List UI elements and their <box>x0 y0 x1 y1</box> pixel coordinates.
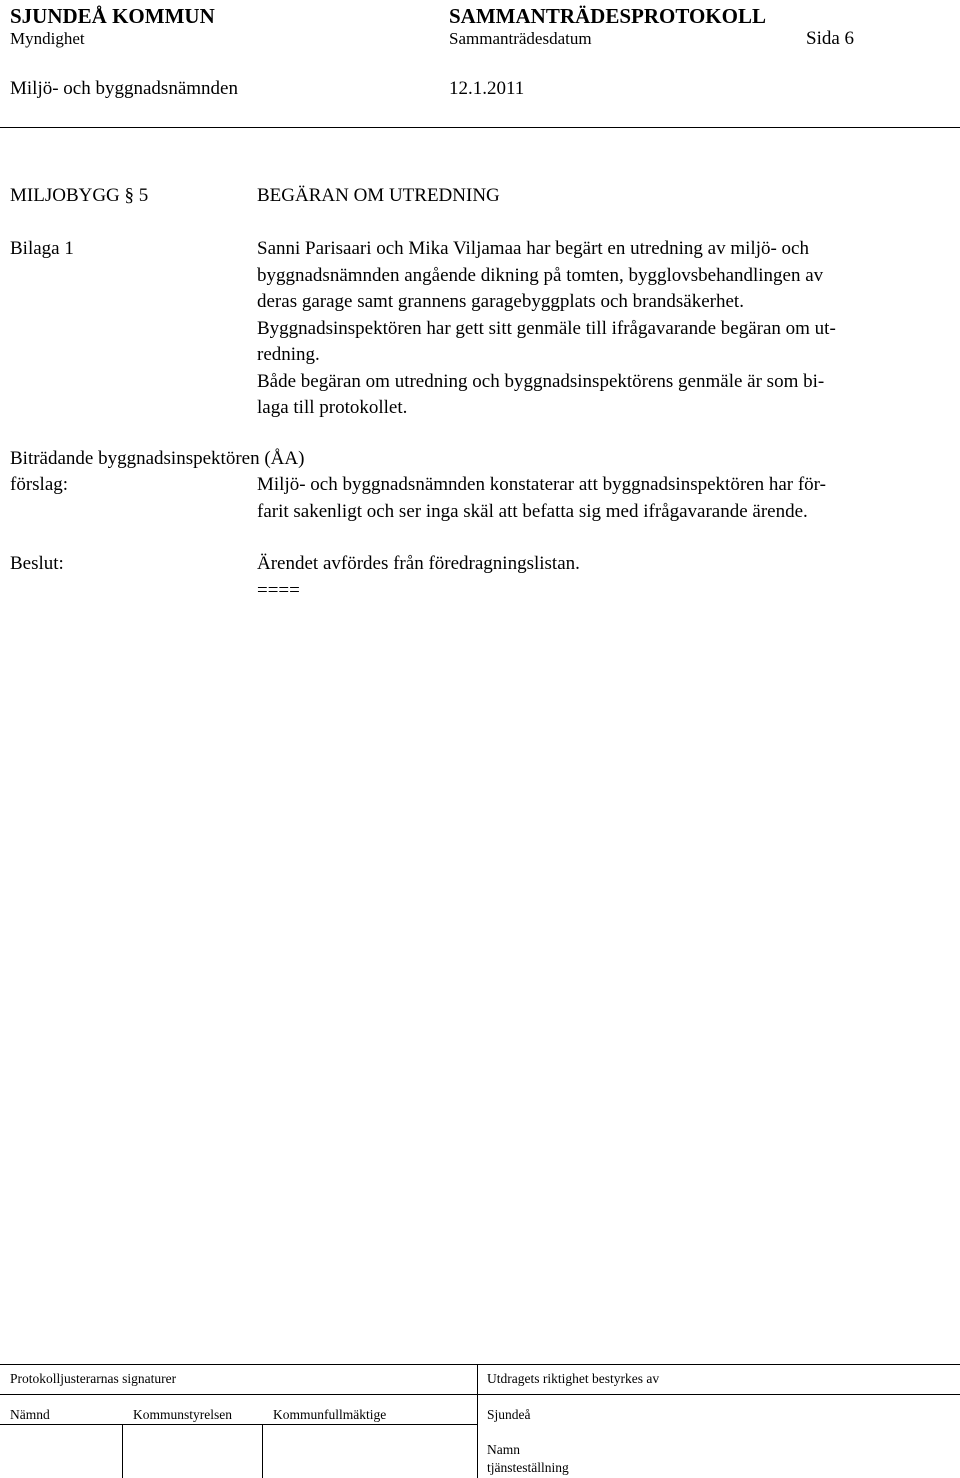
header-divider <box>0 127 960 128</box>
description-line: Sanni Parisaari och Mika Viljamaa har begärt en utredning av miljö- och <box>257 238 809 259</box>
signature-column-kommunstyrelsen: Kommunstyrelsen <box>133 1407 232 1422</box>
description-line: Byggnadsinspektören har gett sitt genmäle till ifrågavarande begäran om ut- <box>257 317 836 339</box>
footer-mid-rule <box>0 1394 960 1395</box>
description-line: Både begäran om utredning och byggnadsinspektörens genmäle är som bi- <box>257 370 825 392</box>
decision-text: Ärendet avfördes från föredragningslistan. <box>257 553 580 574</box>
case-code: MILJOBYGG § 5 <box>10 185 149 206</box>
description-line: byggnadsnämnden angående dikning på tomten, bygglovsbehandlingen av <box>257 264 824 286</box>
name-label: Namn <box>487 1442 520 1457</box>
meeting-date-label: Sammanträdesdatum <box>449 29 592 48</box>
proposal-label: Biträdande byggnadsinspektören (ÅA) <box>10 448 305 469</box>
certification-place: Sjundeå <box>487 1407 531 1422</box>
meeting-date: 12.1.2011 <box>449 78 525 99</box>
signature-column-namnd: Nämnd <box>10 1407 50 1422</box>
position-label: tjänsteställning <box>487 1460 569 1475</box>
decision-label: Beslut: <box>10 553 64 574</box>
footer-top-rule <box>0 1364 960 1365</box>
proposal-line: farit sakenligt och ser inga skäl att befatta sig med ifrågavarande ärende. <box>257 500 808 522</box>
signature-box-top-rule <box>0 1424 477 1425</box>
municipality-name: SJUNDEÅ KOMMUN <box>10 4 215 28</box>
footer-center-divider <box>477 1364 478 1478</box>
signature-column-kommunfullmaktige: Kommunfullmäktige <box>273 1407 387 1422</box>
signatures-label: Protokolljusterarnas signaturer <box>10 1371 177 1386</box>
document-type: SAMMANTRÄDESPROTOKOLL <box>449 4 766 28</box>
description-line: redning. <box>257 344 320 365</box>
signature-box-divider <box>262 1424 263 1478</box>
attachment-label: Bilaga 1 <box>10 238 74 259</box>
authority-name: Miljö- och byggnadsnämnden <box>10 78 238 99</box>
end-marker: ==== <box>257 580 300 601</box>
page-number: Sida 6 <box>806 28 855 49</box>
proposal-label-suffix: förslag: <box>10 474 69 495</box>
description-line: deras garage samt grannens garagebyggplats och brandsäkerhet. <box>257 291 744 312</box>
case-description <box>257 236 947 422</box>
description-line: laga till protokollet. <box>257 397 408 418</box>
case-title: BEGÄRAN OM UTREDNING <box>257 185 500 206</box>
signature-box-divider <box>122 1424 123 1478</box>
proposal-text <box>257 472 947 525</box>
certification-label: Utdragets riktighet bestyrkes av <box>487 1371 660 1386</box>
authority-label: Myndighet <box>10 29 85 48</box>
proposal-line: Miljö- och byggnadsnämnden konstaterar att byggnadsinspektören har för- <box>257 474 826 495</box>
